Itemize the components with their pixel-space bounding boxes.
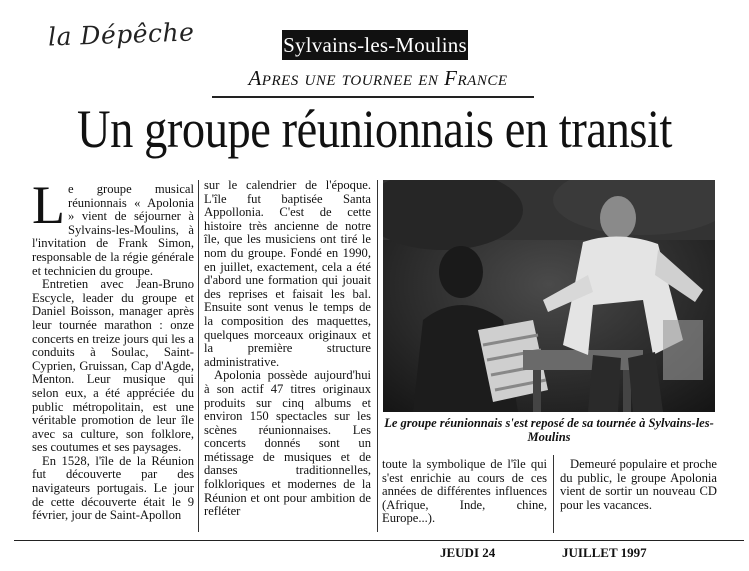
article-paragraph: toute la symbolique de l'île qui s'est enrichie au cours de ces années de différentes influences (Afrique, Inde, chine, Europe...). [382, 457, 547, 526]
footer-day: JEUDI 24 [440, 545, 496, 560]
article-paragraph: Apolonia possède aujourd'hui à son actif 47 titres originaux produits sur cinq albums et environ 150 spectacles sur les scènes réunionnaises. Les concerts donnés sont un métissage de musiques et de danses traditionnelles, folkloriques et modernes de la Réunion et ont pour ambition de refléter [204, 368, 371, 519]
photo-caption: Le groupe réunionnais s'est reposé de sa tournée à Sylvains-les-Moulins [384, 416, 714, 444]
column-divider [553, 455, 554, 533]
section-label [282, 30, 468, 60]
footer-rule [14, 540, 744, 541]
drop-cap: L [32, 175, 65, 235]
article-column-2 [204, 179, 371, 519]
footer-date: JUILLET 1997 [562, 545, 647, 560]
article-paragraph: sur le calendrier de l'époque. L'île fut baptisée Santa Appollonia. C'est de cette histoire très ancienne de notre île, que les musiciens ont tiré le nom du groupe. Fondé en 1990, en juillet, exactement, cela a été d'abord une formation qui jouait des reprises et faisait les bal. Ensuite sont venus le temps de la composition des maquettes, quelques morceaux originaux et la première structure administrative. [204, 178, 371, 369]
band-photo [383, 180, 715, 412]
article-paragraph: Demeuré populaire et proche du public, le groupe Apolonia vient de sortir un nouveau CD pour les vacances. [560, 457, 717, 512]
article-column-3 [382, 458, 547, 526]
column-divider [198, 180, 199, 532]
handwritten-source-note: la Dépêche [47, 17, 195, 52]
article-paragraph: Le groupe musical réunionnais « Apolonia » vient de séjourner à Sylvains-les-Moulins, à l'invitation de Frank Simon, responsable de la régie générale et technicien du groupe. [32, 175, 194, 278]
band-photo-image [383, 180, 715, 412]
article-column-1 [32, 175, 194, 523]
article-column-4 [560, 458, 717, 512]
article-paragraph: Entretien avec Jean-Bruno Escycle, leader du groupe et Daniel Boisson, manager après leur tournée marathon : onze concerts en treize jours qui les a conduits à Soulac, Saint-Cyprien, Gruissan, Cap d'Agde, Menton. Leur musique qui selon eux, a été appréciée du public métropolitain, est une véritable promotion de leur île avec sa culture, son folklore, ses coutumes et ses paysages. [32, 277, 194, 455]
column-divider [377, 180, 378, 532]
section-label-text: Sylvains-les-Moulins [283, 32, 467, 57]
headline-kicker: Apres une tournee en France [248, 66, 508, 90]
headline: Un groupe réunionnais en transit [77, 99, 672, 159]
article-paragraph: En 1528, l'île de la Réunion fut découverte par des navigateurs portugais. Le jour de cette découverte était le 9 février, jour de Saint-Apollon [32, 453, 194, 523]
